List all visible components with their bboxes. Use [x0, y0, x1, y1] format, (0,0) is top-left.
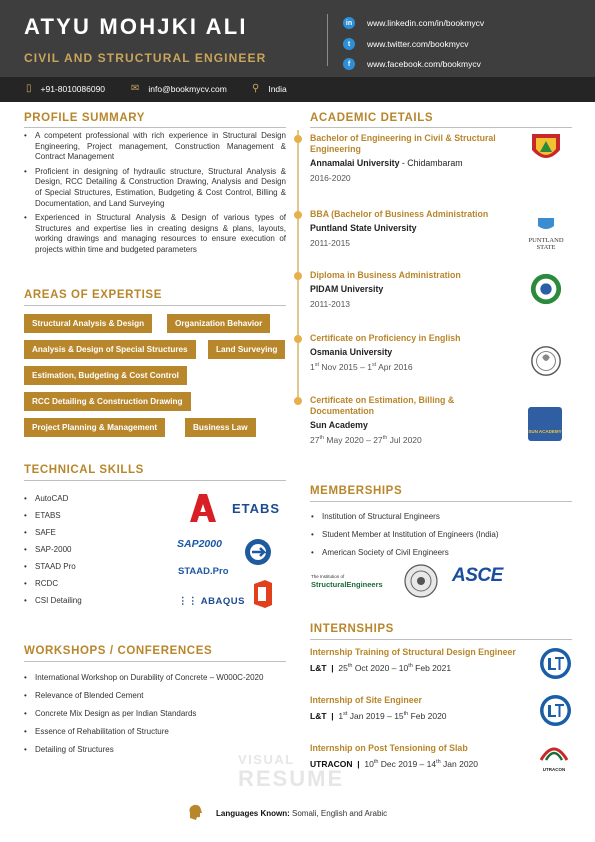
linkedin-icon: in	[343, 17, 355, 29]
osmania-crest	[528, 344, 564, 378]
autocad-logo	[190, 494, 216, 522]
list-item: • ETABS	[24, 511, 82, 528]
dates: 1st Nov 2015 – 1st Apr 2016	[310, 362, 413, 372]
technical-skills-heading: TECHNICAL SKILLS	[24, 464, 144, 476]
dates: 27th May 2020 – 27th Jul 2020	[310, 435, 422, 445]
academic-heading: ACADEMIC DETAILS	[310, 112, 434, 124]
facebook-icon: f	[343, 58, 355, 70]
staad-pro-logo: STAAD.Pro	[178, 566, 229, 577]
linkedin-link[interactable]: in www.linkedin.com/in/bookmycv	[343, 17, 484, 29]
watermark-bottom: RESUME	[238, 766, 345, 791]
list-item: • Relevance of Blended Cement	[24, 691, 274, 700]
email-icon: ✉	[131, 83, 140, 94]
degree: Bachelor of Engineering in Civil & Structural Engineering	[310, 133, 496, 154]
list-item: • Experienced in Structural Analysis & Design of various types of Structures and expertise lies in creating designs & plans, layouts, working drawings and managing resources to ensure execution of projects within time and budgeted parameters	[24, 213, 286, 256]
list-item: • Detailing of Structures	[24, 745, 274, 754]
list-item: • Student Member at Institution of Engineers (India)	[311, 530, 499, 539]
timeline-dot	[294, 135, 302, 143]
degree: Diploma in Business Administration	[310, 270, 461, 280]
list-item: • Concrete Mix Design as per Indian Standards	[24, 709, 274, 718]
location-contact: ⚲ India	[252, 83, 287, 94]
section-divider	[24, 305, 286, 306]
degree: Certificate on Estimation, Billing & Documentation	[310, 395, 455, 416]
institution: PIDAM University	[310, 284, 384, 294]
memberships-list	[311, 512, 499, 557]
profile-summary-heading: PROFILE SUMMARY	[24, 112, 146, 124]
dates: 2011-2015	[310, 238, 351, 248]
header-divider	[327, 14, 328, 66]
list-item: • International Workshop on Durability of Concrete – W000C-2020	[24, 672, 274, 683]
institution: Puntland State University	[310, 223, 417, 233]
internship-entry	[310, 743, 540, 769]
languages-known: Languages Known: Somali, English and Arabic	[216, 809, 388, 818]
header	[0, 0, 595, 77]
office-logo	[250, 580, 272, 608]
abaqus-logo: ⋮⋮ ABAQUS	[178, 596, 245, 607]
facebook-link[interactable]: f www.facebook.com/bookmycv	[343, 58, 481, 70]
internship-title: Internship of Site Engineer	[310, 695, 422, 705]
internship-entry	[310, 647, 540, 673]
internship-details: UTRACON | 10th Dec 2019 – 14th Jan 2020	[310, 759, 479, 769]
timeline-dot	[294, 335, 302, 343]
contact-bar	[0, 77, 595, 102]
expertise-tag: Land Surveying	[208, 340, 285, 359]
degree: Certificate on Proficiency in English	[310, 333, 461, 343]
internship-details: L&T | 1st Jan 2019 – 15th Feb 2020	[310, 711, 447, 721]
lt-logo	[540, 648, 571, 679]
institution: Annamalai University - Chidambaram	[310, 158, 463, 168]
list-item: • CSI Detailing	[24, 596, 82, 613]
timeline-dot	[294, 397, 302, 405]
internships-heading: INTERNSHIPS	[310, 623, 394, 635]
list-item: • SAP-2000	[24, 545, 82, 562]
candidate-name: ATYU MOHJKI ALI	[24, 14, 248, 39]
memberships-heading: MEMBERSHIPS	[310, 485, 403, 497]
institution: Osmania University	[310, 347, 393, 357]
internship-entry	[310, 695, 540, 721]
csi-detailing-logo	[244, 538, 272, 566]
section-divider	[24, 480, 286, 481]
institution: Sun Academy	[310, 420, 368, 430]
timeline-line	[297, 130, 299, 398]
education-entry	[310, 270, 520, 309]
degree: BBA (Bachelor of Business Administration	[310, 209, 489, 219]
twitter-link[interactable]: t www.twitter.com/bookmycv	[343, 38, 469, 50]
expertise-tag: Business Law	[185, 418, 256, 437]
expertise-tag: Analysis & Design of Special Structures	[24, 340, 196, 359]
list-item: • STAAD Pro	[24, 562, 82, 579]
education-entry	[310, 333, 520, 372]
profile-summary-list	[24, 131, 286, 259]
technical-skills-list	[24, 494, 82, 613]
institution-of-engineers-seal	[404, 564, 438, 598]
asce-logo: ASCE	[452, 565, 503, 586]
workshops-heading: WORKSHOPS / CONFERENCES	[24, 645, 213, 657]
speech-head-icon	[187, 804, 203, 820]
phone-contact[interactable]: ▯ +91-8010086090	[26, 83, 106, 94]
section-divider	[310, 639, 572, 640]
twitter-icon: t	[343, 38, 355, 50]
job-title: CIVIL AND STRUCTURAL ENGINEER	[24, 51, 267, 65]
internship-title: Internship on Post Tensioning of Slab	[310, 743, 468, 753]
list-item: • Essence of Rehabilitation of Structure	[24, 727, 274, 736]
list-item: • SAFE	[24, 528, 82, 545]
timeline-dot	[294, 211, 302, 219]
internship-title: Internship Training of Structural Design Engineer	[310, 647, 516, 657]
education-entry	[310, 209, 520, 248]
pidam-crest	[528, 272, 564, 306]
dates: 2011-2013	[310, 299, 351, 309]
list-item: • A competent professional with rich experience in Structural Design Engineering, Project management, Construction Management & Contract Management	[24, 131, 286, 163]
sap2000-logo: SAP2000	[177, 538, 222, 550]
watermark-top: VISUAL	[238, 752, 295, 767]
lt-logo	[540, 695, 571, 726]
expertise-heading: AREAS OF EXPERTISE	[24, 289, 162, 301]
phone-icon: ▯	[26, 83, 32, 94]
etabs-logo: ETABS	[232, 501, 281, 516]
timeline-dot	[294, 272, 302, 280]
dates: 2016-2020	[310, 173, 351, 183]
internship-details: L&T | 25th Oct 2020 – 10th Feb 2021	[310, 663, 452, 673]
education-entry	[310, 133, 520, 183]
istructe-logo: The Institution of StructuralEngineers	[311, 574, 383, 589]
list-item: • Proficient in designing of hydraulic structure, Structural Analysis & Design, RCC Detailing & Construction Drawing, Analysis and Design of Special Structures, Estimation, Budgeting & Cost Control, Billing & Documentation, and Land Surveying	[24, 167, 286, 210]
list-item: • AutoCAD	[24, 494, 82, 511]
expertise-tag: Organization Behavior	[167, 314, 270, 333]
expertise-tag: Structural Analysis & Design	[24, 314, 152, 333]
expertise-tag: RCC Detailing & Construction Drawing	[24, 392, 191, 411]
list-item: • RCDC	[24, 579, 82, 596]
utracon-logo: UTRACON	[534, 744, 574, 772]
workshops-list	[24, 672, 274, 754]
section-divider	[24, 127, 286, 128]
section-divider	[310, 127, 572, 128]
list-item: • American Society of Civil Engineers	[311, 548, 499, 557]
section-divider	[24, 661, 286, 662]
puntland-crest: PUNTLAND STATE	[520, 218, 572, 251]
section-divider	[310, 501, 572, 502]
education-entry	[310, 395, 520, 445]
sun-academy-crest: SUN ACADEMY	[528, 407, 562, 441]
annamalai-crest	[528, 132, 564, 166]
expertise-tag: Estimation, Budgeting & Cost Control	[24, 366, 187, 385]
list-item: • Institution of Structural Engineers	[311, 512, 499, 521]
email-contact[interactable]: ✉ info@bookmycv.com	[131, 83, 227, 94]
expertise-tag: Project Planning & Management	[24, 418, 165, 437]
location-pin-icon: ⚲	[252, 83, 260, 94]
